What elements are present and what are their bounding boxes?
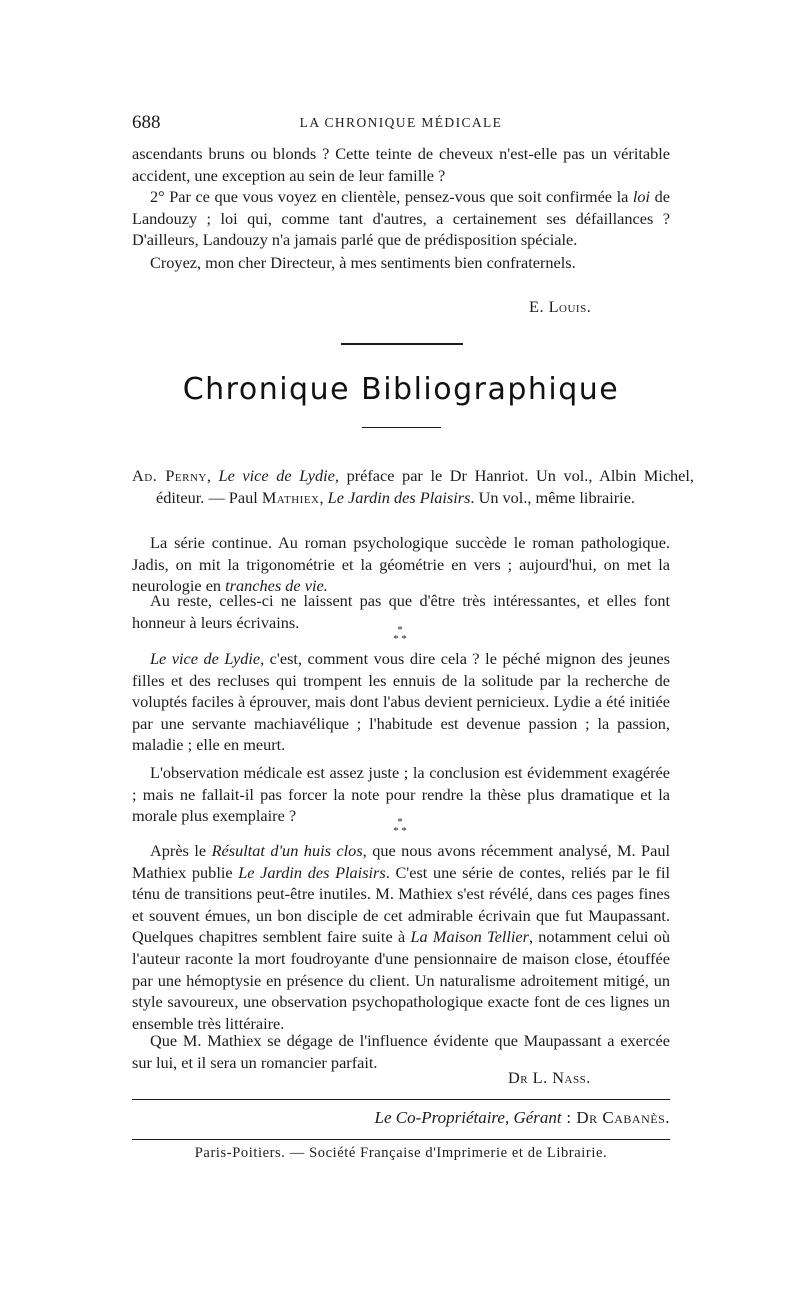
letter-signature: E. Louis. [529,297,592,316]
bibliographic-reference: Ad. Perny, Le vice de Lydie, préface par le Dr Hanriot. Un vol., Albin Michel, éditeur. — Paul Mathiex, Le Jardin des Plaisirs. Un vol., même librairie. [132,466,695,507]
section-title: Chronique Bibliographique [182,372,620,407]
letter-paragraph-2: 2° Par ce que vous voyez en clientèle, pensez-vous que soit confirmée la loi de Landouzy ; loi qui, comme tant d'autres, a certainement ses défaillances ? D'ailleurs, Landouzy n'a jamais parlé que de prédisposition spéciale. [132,187,670,250]
review-jardin: Après le Résultat d'un huis clos, que nous avons récemment analysé, M. Paul Mathiex publie Le Jardin des Plaisirs. C'est une série de contes, reliés par le fil ténu de transitions peut-être inutiles. M. Mathiex s'est révélé, dans ces pages fines et souvent émues, un bon disciple de cet admirable écrivain que fut Maupassant. Quelques chapitres semblent faire suite à La Maison Tellier, notamment celui où l'auteur raconte la mort foudroyante d'une pensionnaire de maison close, étouffée par une hémoptysie en présence du client. Un naturalisme adroitement mitigé, un style savoureux, une observation psychopathologique exacte font de ces lignes un ensemble très littéraire. [132,841,671,1033]
letter-paragraph-1: ascendants bruns ou blonds ? Cette teinte de cheveux n'est-elle pas un véritable accident, une exception au sein de leur famille ? [132,144,670,185]
asterism-1: * * * [393,624,407,645]
review-intro: La série continue. Au roman psychologique succède le roman pathologique. Jadis, on mit la trigonométrie et la géométrie en vers ; aujourd'hui, on met la neurologie en tranches de vie. [132,533,670,596]
page-header [132,112,670,136]
section-separator-bottom [362,427,441,428]
imprint-line: Paris-Poitiers. — Société Française d'Imprimerie et de Librairie. [194,1145,608,1161]
section-separator-top [341,343,463,345]
footer-rule-top [132,1099,670,1100]
running-head: LA CHRONIQUE MÉDICALE [299,115,503,130]
letter-paragraph-3: Croyez, mon cher Directeur, à mes sentiments bien confraternels. [150,253,576,272]
page-number: 688 [132,112,161,133]
review-signature: Dr L. Nass. [508,1068,591,1087]
asterism-2: * * * [393,816,407,837]
review-conclusion: Que M. Mathiex se dégage de l'influence évidente que Maupassant a exercée sur lui, et il sera un romancier parfait. [132,1031,670,1072]
review-intro-2: Au reste, celles-ci ne laissent pas que d'être très intéressantes, et elles font honneur à leurs écrivains. [132,591,670,632]
review-lydie: Le vice de Lydie, c'est, comment vous dire cela ? le péché mignon des jeunes filles et des recluses qui trompent les ennuis de la solitude par la recherche de voluptés faciles à éprouver, mais dont l'abus devient pernicieux. Lydie a été initiée par une servante machiavélique ; l'habitude est devenue passion ; la passion, maladie ; elle en meurt. [132,649,670,755]
review-observation: L'observation médicale est assez juste ; la conclusion est évidemment exagérée ; mais ne fallait-il pas forcer la note pour rendre la thèse plus dramatique et la morale plus exemplaire ? [132,763,670,826]
footer-rule-bottom [132,1139,670,1140]
publisher-line: Le Co-Propriétaire, Gérant : Dr Cabanès. [374,1108,670,1127]
